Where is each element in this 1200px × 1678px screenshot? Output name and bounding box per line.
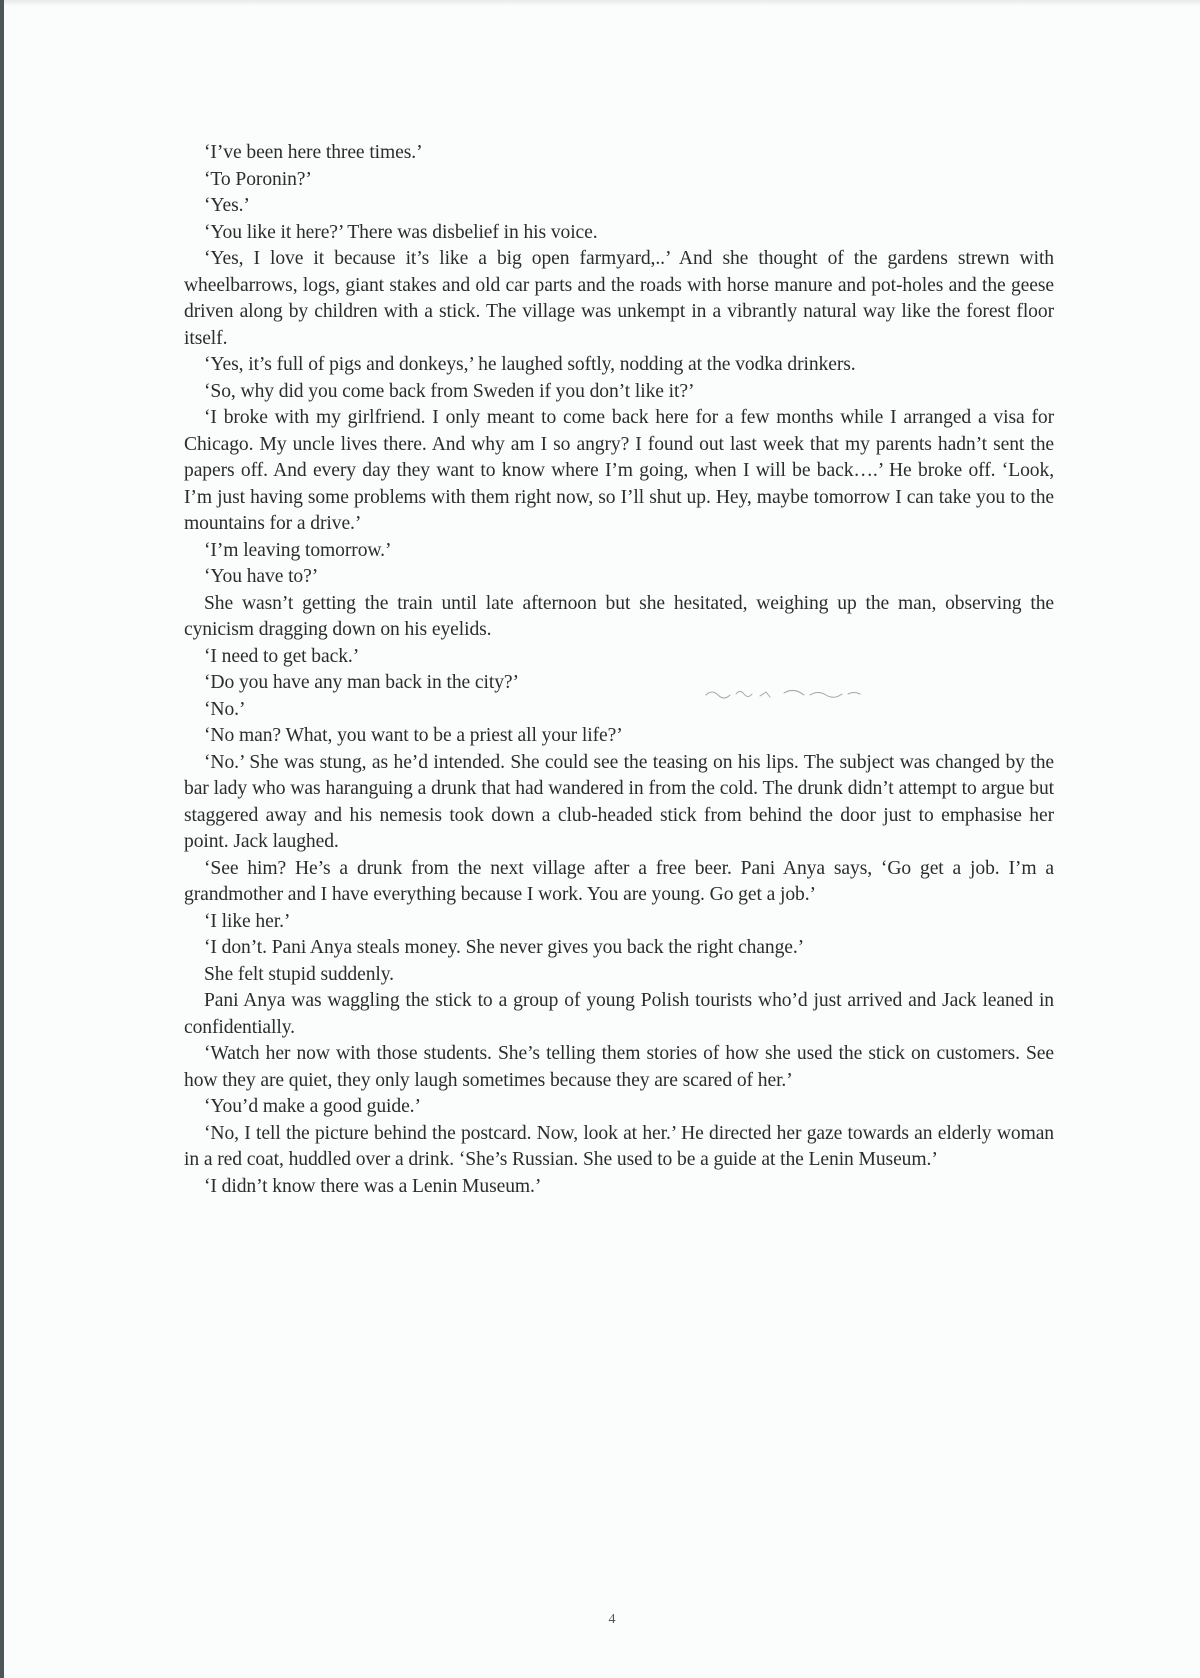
paragraph: ‘I broke with my girlfriend. I only meant to come back here for a few months while I arranged a visa for Chicago. My uncle lives there. And why am I so angry? I found out last week that my parents hadn’t sent the papers off. And every day they want to know where I’m going, when I will be back….’ He broke off. ‘Look, I’m just having some problems with them right now, so I’ll shut up. Hey, maybe tomorrow I can take you to the mountains for a drive.’	[184, 407, 1054, 534]
paragraph: ‘No.’	[204, 698, 246, 720]
paragraph: ‘You have to?’	[204, 566, 319, 587]
paragraph: ‘Yes, I love it because it’s like a big open farmyard,..’ And she thought of the gardens strewn with wheelbarrows, logs, giant stakes and old car parts and the roads with horse manure and pot-holes and the geese driven along by children with a stick. The village was unkempt in a vibrantly natural way like the forest floor itself.	[184, 248, 1054, 349]
paragraph: ‘No, I tell the picture behind the postcard. Now, look at her.’ He directed her gaze towards an elderly woman in a red coat, huddled over a drink. ‘She’s Russian. She used to be a guide at the Lenin Museum.’	[184, 1122, 1054, 1170]
pencil-annotation-scribble	[704, 683, 874, 703]
paragraph: ‘I like her.’	[204, 910, 291, 932]
paragraph: ‘No.’ She was stung, as he’d intended. She could see the teasing on his lips. The subject was changed by the bar lady who was haranguing a drunk that had wandered in from the cold. The drunk didn’t attempt to argue but staggered away and his nemesis took down a club-headed stick from behind the door just to emphasise her point. Jack laughed.	[184, 751, 1054, 852]
paragraph: ‘No man? What, you want to be a priest all your life?’	[204, 725, 623, 746]
paragraph: ‘Yes.’	[204, 195, 250, 216]
paragraph: Pani Anya was waggling the stick to a group of young Polish tourists who’d just arrived and Jack leaned in confidentially.	[184, 990, 1054, 1038]
paragraph: ‘To Poronin?’	[204, 168, 312, 190]
paragraph: ‘I didn’t know there was a Lenin Museum.’	[204, 1175, 542, 1197]
paragraph: ‘So, why did you come back from Sweden if you don’t like it?’	[204, 380, 695, 402]
scan-shadow	[4, 0, 1200, 6]
paragraph: ‘Watch her now with those students. She’s telling them stories of how she used the stick on customers. See how they are quiet, they only laugh sometimes because they are scared of her.’	[184, 1043, 1054, 1091]
body-text	[184, 140, 1054, 1200]
paragraph: ‘You like it here?’ There was disbelief in his voice.	[204, 221, 598, 243]
paragraph: She wasn’t getting the train until late afternoon but she hesitated, weighing up the man, observing the cynicism dragging down on his eyelids.	[184, 592, 1054, 640]
paragraph: ‘See him? He’s a drunk from the next village after a free beer. Pani Anya says, ‘Go get a job. I’m a grandmother and I have everything because I work. You are young. Go get a job.’	[184, 857, 1054, 905]
paragraph: ‘Yes, it’s full of pigs and donkeys,’ he laughed softly, nodding at the vodka drinkers.	[204, 354, 856, 375]
page-number: 4	[608, 1612, 616, 1627]
paragraph: She felt stupid suddenly.	[204, 963, 394, 985]
paragraph: ‘I’m leaving tomorrow.’	[204, 539, 392, 561]
paragraph: ‘I don’t. Pani Anya steals money. She never gives you back the right change.’	[204, 937, 805, 958]
paragraph: ‘Do you have any man back in the city?’	[204, 672, 519, 693]
paragraph: ‘You’d make a good guide.’	[204, 1096, 421, 1117]
paragraph: ‘I’ve been here three times.’	[204, 142, 423, 163]
paragraph: ‘I need to get back.’	[204, 645, 360, 667]
